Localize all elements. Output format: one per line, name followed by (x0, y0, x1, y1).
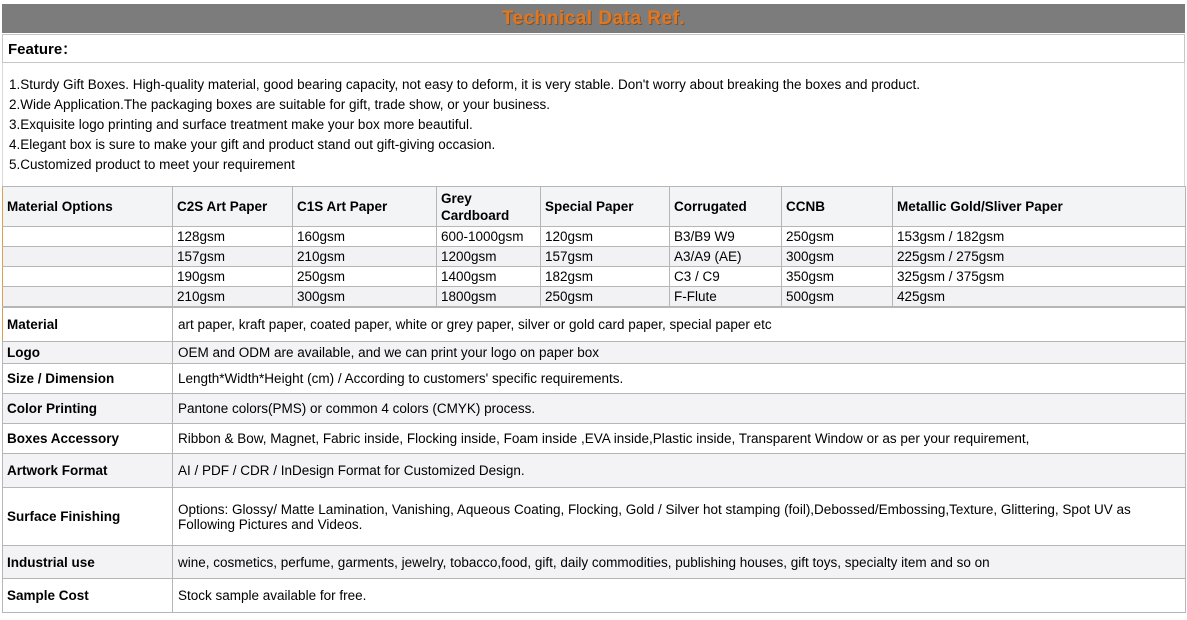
table-cell (3, 247, 173, 267)
feature-item-4: 4.Elegant box is sure to make your gift and product stand out gift-giving occasion. (9, 137, 496, 152)
detail-row-material (3, 308, 1186, 342)
row-label: Boxes Accessory (3, 424, 173, 454)
detail-row-logo (3, 342, 1186, 364)
column-header-metallic: Metallic Gold/Sliver Paper (893, 187, 1186, 227)
table-cell: 350gsm (782, 267, 893, 287)
row-label: Logo (3, 342, 173, 364)
feature-heading: Feature： (8, 41, 78, 58)
column-header-ccnb: CCNB (782, 187, 893, 227)
row-value: OEM and ODM are available, and we can print your logo on paper box (173, 342, 1186, 364)
detail-row-size-dimension (3, 364, 1186, 394)
table-cell (3, 267, 173, 287)
materials-row-1 (3, 227, 1186, 247)
feature-heading-row (2, 34, 1185, 63)
row-value: Options: Glossy/ Matte Lamination, Vanishing, Aqueous Coating, Flocking, Gold / Silver hot stamping (foil),Debossed/Embossing,Texture, Glittering, Spot UV as Following Pictures and Videos. (173, 488, 1186, 546)
materials-row-2 (3, 247, 1186, 267)
column-header-c2s: C2S Art Paper (173, 187, 293, 227)
table-cell: 1400gsm (437, 267, 541, 287)
feature-item-2: 2.Wide Application.The packaging boxes are suitable for gift, trade show, or your business. (9, 97, 551, 112)
table-cell: 250gsm (782, 227, 893, 247)
table-cell: C3 / C9 (670, 267, 782, 287)
detail-row-color-printing (3, 394, 1186, 424)
table-cell: 250gsm (541, 287, 670, 307)
table-cell (3, 287, 173, 307)
column-header-c1s: C1S Art Paper (293, 187, 437, 227)
table-cell: 190gsm (173, 267, 293, 287)
row-label: Sample Cost (3, 579, 173, 613)
table-cell (3, 227, 173, 247)
table-cell: 182gsm (541, 267, 670, 287)
row-value: art paper, kraft paper, coated paper, white or grey paper, silver or gold card paper, special paper etc (173, 308, 1186, 342)
row-value: wine, cosmetics, perfume, garments, jewelry, tobacco,food, gift, daily commodities, publishing houses, gift toys, specialty item and so on (173, 546, 1186, 579)
materials-row-3 (3, 267, 1186, 287)
row-label: Industrial use (3, 546, 173, 579)
detail-row-surface-finishing (3, 488, 1186, 546)
table-cell: A3/A9 (AE) (670, 247, 782, 267)
row-label: Color Printing (3, 394, 173, 424)
table-cell: 300gsm (782, 247, 893, 267)
table-cell: 128gsm (173, 227, 293, 247)
column-header-material-options: Material Options (3, 187, 173, 227)
table-cell: 157gsm (541, 247, 670, 267)
table-cell: 1800gsm (437, 287, 541, 307)
feature-item-1: 1.Sturdy Gift Boxes. High-quality material, good bearing capacity, not easy to deform, it is very stable. Don't worry about breaking the boxes and product. (9, 77, 921, 92)
table-cell: 500gsm (782, 287, 893, 307)
feature-list (2, 63, 1185, 186)
row-label: Material (3, 308, 173, 342)
feature-item-3: 3.Exquisite logo printing and surface treatment make your box more beautiful. (9, 117, 473, 132)
table-cell: 210gsm (173, 287, 293, 307)
table-cell: 250gsm (293, 267, 437, 287)
row-label: Size / Dimension (3, 364, 173, 394)
table-cell: 210gsm (293, 247, 437, 267)
title-bar (2, 4, 1185, 33)
detail-row-industrial-use (3, 546, 1186, 579)
column-header-special-paper: Special Paper (541, 187, 670, 227)
row-label: Surface Finishing (3, 488, 173, 546)
table-cell: B3/B9 W9 (670, 227, 782, 247)
row-label: Artwork Format (3, 454, 173, 488)
column-header-grey-cardboard: Grey Cardboard (437, 187, 541, 227)
row-value: Stock sample available for free. (173, 579, 1186, 613)
table-cell: 1200gsm (437, 247, 541, 267)
table-cell: 600-1000gsm (437, 227, 541, 247)
materials-header-row (3, 187, 1186, 227)
table-cell: F-Flute (670, 287, 782, 307)
table-cell: 120gsm (541, 227, 670, 247)
detail-row-artwork-format (3, 454, 1186, 488)
table-cell: 225gsm / 275gsm (893, 247, 1186, 267)
table-cell: 157gsm (173, 247, 293, 267)
materials-row-4 (3, 287, 1186, 307)
row-value: Ribbon & Bow, Magnet, Fabric inside, Flocking inside, Foam inside ,EVA inside,Plastic inside, Transparent Window or as per your requirement, (173, 424, 1186, 454)
row-value: AI / PDF / CDR / InDesign Format for Customized Design. (173, 454, 1186, 488)
table-cell: 160gsm (293, 227, 437, 247)
feature-item-5: 5.Customized product to meet your requirement (9, 157, 295, 172)
table-cell: 325gsm / 375gsm (893, 267, 1186, 287)
row-value: Length*Width*Height (cm) / According to customers' specific requirements. (173, 364, 1186, 394)
detail-row-boxes-accessory (3, 424, 1186, 454)
table-cell: 300gsm (293, 287, 437, 307)
materials-table (2, 186, 1186, 307)
page-title: Technical Data Ref. (501, 7, 686, 29)
table-cell: 425gsm (893, 287, 1186, 307)
detail-row-sample-cost (3, 579, 1186, 613)
column-header-corrugated: Corrugated (670, 187, 782, 227)
table-cell: 153gsm / 182gsm (893, 227, 1186, 247)
details-table (2, 307, 1186, 613)
row-value: Pantone colors(PMS) or common 4 colors (CMYK) process. (173, 394, 1186, 424)
